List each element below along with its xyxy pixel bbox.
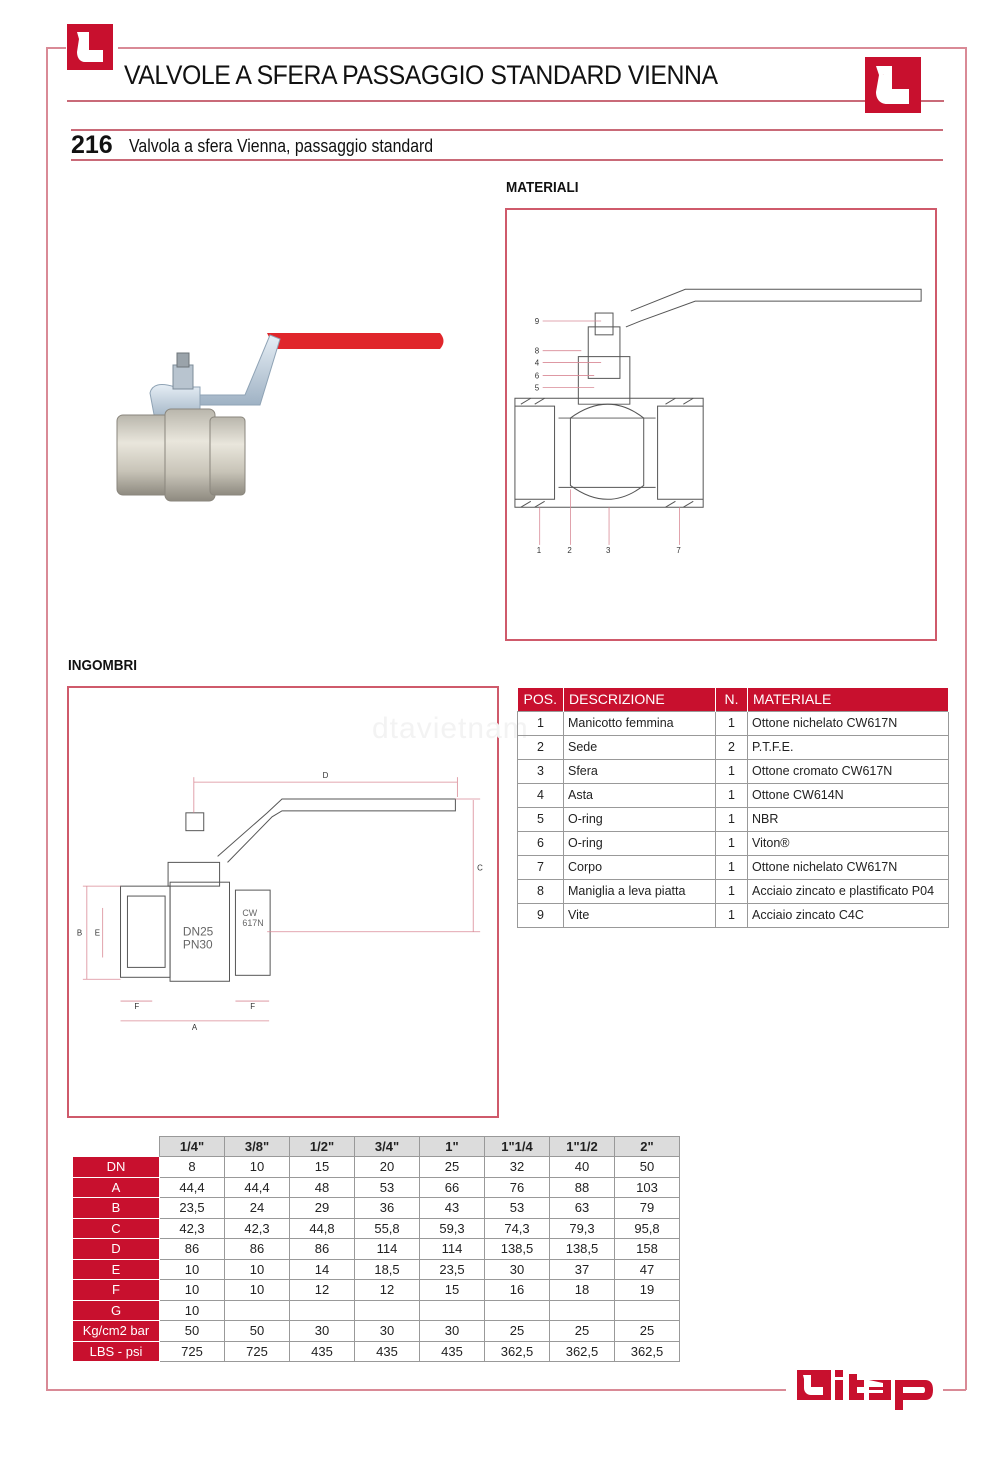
callout-2: 2 <box>567 545 572 555</box>
dimension-value: 86 <box>290 1239 355 1260</box>
row-label: D <box>73 1239 160 1260</box>
cell-materiale: Ottone CW614N <box>748 783 949 807</box>
cell-materiale: Acciaio zincato e plastificato P04 <box>748 879 949 903</box>
dimension-value: 10 <box>160 1300 225 1321</box>
materials-row <box>518 855 949 879</box>
dimension-value: 362,5 <box>615 1341 680 1362</box>
cell-n: 1 <box>716 807 748 831</box>
dimension-value: 63 <box>550 1198 615 1219</box>
dimension-value: 23,5 <box>420 1259 485 1280</box>
dimension-value: 44,4 <box>225 1177 290 1198</box>
size-header: 1" <box>420 1137 485 1157</box>
cell-pos: 5 <box>518 807 564 831</box>
dimension-value: 30 <box>485 1259 550 1280</box>
dimension-value: 30 <box>420 1321 485 1342</box>
dimension-value <box>225 1300 290 1321</box>
dimension-value: 37 <box>550 1259 615 1280</box>
cell-n: 1 <box>716 831 748 855</box>
dimension-value: 76 <box>485 1177 550 1198</box>
dimension-drawing-box <box>67 686 499 1118</box>
cell-materiale: Ottone nichelato CW617N <box>748 855 949 879</box>
dimension-value: 30 <box>290 1321 355 1342</box>
dimension-value: 138,5 <box>485 1239 550 1260</box>
materials-row <box>518 783 949 807</box>
product-subtitle: Valvola a sfera Vienna, passaggio standard <box>129 136 434 156</box>
dimensions-row <box>73 1341 680 1362</box>
callout-3: 3 <box>606 545 611 555</box>
dimension-value: 48 <box>290 1177 355 1198</box>
row-label: LBS - psi <box>73 1341 160 1362</box>
row-label: C <box>73 1218 160 1239</box>
dimension-value: 79 <box>615 1198 680 1219</box>
dimension-value: 59,3 <box>420 1218 485 1239</box>
dimension-value: 362,5 <box>485 1341 550 1362</box>
brand-logo-icon <box>67 24 113 70</box>
dimension-value <box>615 1300 680 1321</box>
col-descrizione: DESCRIZIONE <box>564 688 716 711</box>
callout-1: 1 <box>536 545 542 555</box>
materials-header-row <box>518 688 949 711</box>
dimension-value: 47 <box>615 1259 680 1280</box>
materials-row <box>518 735 949 759</box>
dim-label-e: E <box>94 928 101 938</box>
cell-pos: 8 <box>518 879 564 903</box>
materials-row <box>518 903 949 927</box>
col-n: N. <box>716 688 748 711</box>
dimension-value: 74,3 <box>485 1218 550 1239</box>
dim-label-b: B <box>76 928 83 938</box>
dimension-value: 88 <box>550 1177 615 1198</box>
frame-top-line <box>118 47 966 49</box>
dimension-value <box>550 1300 615 1321</box>
dimension-value: 18,5 <box>355 1259 420 1280</box>
dimensions-row <box>73 1157 680 1178</box>
cell-n: 1 <box>716 711 748 735</box>
dimension-drawing <box>69 688 497 1116</box>
dimension-value: 42,3 <box>225 1218 290 1239</box>
size-header: 1"1/4 <box>485 1137 550 1157</box>
cell-n: 1 <box>716 759 748 783</box>
callout-8: 8 <box>534 346 540 356</box>
dimension-value: 25 <box>420 1157 485 1178</box>
cell-descrizione: Corpo <box>564 855 716 879</box>
dimension-value <box>420 1300 485 1321</box>
nut-marking-cw: CW <box>242 907 258 918</box>
cell-descrizione: Vite <box>564 903 716 927</box>
dimensions-row <box>73 1218 680 1239</box>
cell-n: 1 <box>716 903 748 927</box>
dimensions-row <box>73 1177 680 1198</box>
cell-materiale: Acciaio zincato C4C <box>748 903 949 927</box>
cell-pos: 4 <box>518 783 564 807</box>
dimensions-table <box>72 1136 680 1362</box>
dimension-value: 15 <box>290 1157 355 1178</box>
dimension-value: 20 <box>355 1157 420 1178</box>
cell-n: 1 <box>716 855 748 879</box>
dimension-value: 36 <box>355 1198 420 1219</box>
subtitle-top-line <box>71 129 943 131</box>
dimension-value: 23,5 <box>160 1198 225 1219</box>
callout-9: 9 <box>534 316 540 326</box>
dimensions-row <box>73 1280 680 1301</box>
size-header: 1/4" <box>160 1137 225 1157</box>
dimension-value: 10 <box>160 1280 225 1301</box>
dimension-value <box>290 1300 355 1321</box>
dimensions-row <box>73 1321 680 1342</box>
watermark: dtavietnam <box>372 712 529 745</box>
dimension-value: 25 <box>485 1321 550 1342</box>
dim-label-d: D <box>322 771 329 781</box>
materials-row <box>518 879 949 903</box>
frame-left-line <box>46 47 48 1390</box>
frame-bottom-line <box>46 1389 786 1391</box>
dimension-value: 32 <box>485 1157 550 1178</box>
dim-label-c: C <box>477 863 483 873</box>
col-materiale: MATERIALE <box>748 688 949 711</box>
dimension-value: 14 <box>290 1259 355 1280</box>
cell-pos: 7 <box>518 855 564 879</box>
dimension-value: 79,3 <box>550 1218 615 1239</box>
size-header: 1/2" <box>290 1137 355 1157</box>
materials-table <box>517 688 949 928</box>
dimension-value: 10 <box>225 1280 290 1301</box>
cell-descrizione: O-ring <box>564 831 716 855</box>
dimension-value: 44,4 <box>160 1177 225 1198</box>
materials-row <box>518 759 949 783</box>
dimension-value: 10 <box>160 1259 225 1280</box>
cell-descrizione: Sfera <box>564 759 716 783</box>
page-title: VALVOLE A SFERA PASSAGGIO STANDARD VIENNA <box>124 60 718 90</box>
body-marking-pn: PN30 <box>182 937 213 952</box>
cell-n: 2 <box>716 735 748 759</box>
cell-materiale: Ottone cromato CW617N <box>748 759 949 783</box>
dimension-value: 15 <box>420 1280 485 1301</box>
row-label: G <box>73 1300 160 1321</box>
materiali-heading: MATERIALI <box>506 179 579 196</box>
cell-descrizione: Maniglia a leva piatta <box>564 879 716 903</box>
dimension-value: 25 <box>550 1321 615 1342</box>
materials-row <box>518 807 949 831</box>
cell-descrizione: O-ring <box>564 807 716 831</box>
dimension-value: 42,3 <box>160 1218 225 1239</box>
dimension-value: 24 <box>225 1198 290 1219</box>
callout-4: 4 <box>534 358 540 368</box>
cell-pos: 6 <box>518 831 564 855</box>
brand-logo-icon-right <box>865 57 921 113</box>
row-label: B <box>73 1198 160 1219</box>
footer-brand-logo <box>797 1366 937 1412</box>
ingombri-heading: INGOMBRI <box>68 657 138 674</box>
dimension-value <box>485 1300 550 1321</box>
dimensions-row <box>73 1259 680 1280</box>
dimension-value: 18 <box>550 1280 615 1301</box>
dimensions-row <box>73 1239 680 1260</box>
cell-materiale: Ottone nichelato CW617N <box>748 711 949 735</box>
dimension-value: 12 <box>355 1280 420 1301</box>
size-header: 1"1/2 <box>550 1137 615 1157</box>
dimension-value: 114 <box>355 1239 420 1260</box>
dimension-value: 114 <box>420 1239 485 1260</box>
dimension-value: 725 <box>160 1341 225 1362</box>
dimension-value: 44,8 <box>290 1218 355 1239</box>
dimension-value: 12 <box>290 1280 355 1301</box>
product-photo <box>105 325 455 505</box>
dimension-value: 435 <box>420 1341 485 1362</box>
frame-bottom-right-stub <box>943 1389 966 1391</box>
dimension-value: 55,8 <box>355 1218 420 1239</box>
cell-pos: 3 <box>518 759 564 783</box>
body-marking-dn: DN25 <box>182 924 214 939</box>
product-code: 216 <box>71 131 113 159</box>
dimension-value: 725 <box>225 1341 290 1362</box>
cell-materiale: P.T.F.E. <box>748 735 949 759</box>
dimension-value: 53 <box>355 1177 420 1198</box>
dimensions-header-row <box>73 1137 680 1157</box>
title-underline <box>67 100 944 102</box>
dimension-value <box>355 1300 420 1321</box>
row-label: E <box>73 1259 160 1280</box>
dim-label-f-left: F <box>134 1002 140 1011</box>
cell-materiale: NBR <box>748 807 949 831</box>
dimension-value: 30 <box>355 1321 420 1342</box>
dimension-value: 66 <box>420 1177 485 1198</box>
cell-n: 1 <box>716 783 748 807</box>
dimension-value: 435 <box>290 1341 355 1362</box>
dimensions-row <box>73 1300 680 1321</box>
dimension-value: 50 <box>615 1157 680 1178</box>
dimension-value: 53 <box>485 1198 550 1219</box>
cell-n: 1 <box>716 879 748 903</box>
dimension-value: 95,8 <box>615 1218 680 1239</box>
dimension-value: 138,5 <box>550 1239 615 1260</box>
materials-row <box>518 711 949 735</box>
frame-top-left-stub <box>46 47 66 49</box>
callout-7: 7 <box>676 545 681 555</box>
callout-5: 5 <box>534 383 540 393</box>
size-header: 3/8" <box>225 1137 290 1157</box>
nut-marking-617n: 617N <box>242 917 264 928</box>
cell-descrizione: Asta <box>564 783 716 807</box>
dimension-value: 86 <box>160 1239 225 1260</box>
dimension-value: 29 <box>290 1198 355 1219</box>
row-label: DN <box>73 1157 160 1178</box>
cell-descrizione: Sede <box>564 735 716 759</box>
cell-pos: 2 <box>518 735 564 759</box>
dimension-value: 50 <box>225 1321 290 1342</box>
dimension-value: 8 <box>160 1157 225 1178</box>
subtitle-bottom-line <box>71 159 943 161</box>
dimensions-row <box>73 1198 680 1219</box>
cell-descrizione: Manicotto femmina <box>564 711 716 735</box>
materials-row <box>518 831 949 855</box>
dimension-value: 10 <box>225 1259 290 1280</box>
dimension-value: 103 <box>615 1177 680 1198</box>
dimension-value: 19 <box>615 1280 680 1301</box>
dimension-value: 25 <box>615 1321 680 1342</box>
callout-6: 6 <box>534 371 540 381</box>
row-label: A <box>73 1177 160 1198</box>
dimension-value: 86 <box>225 1239 290 1260</box>
dim-label-a: A <box>191 1022 198 1032</box>
col-pos: POS. <box>518 688 564 711</box>
cell-pos: 9 <box>518 903 564 927</box>
dimension-value: 50 <box>160 1321 225 1342</box>
row-label: Kg/cm2 bar <box>73 1321 160 1342</box>
size-header: 3/4" <box>355 1137 420 1157</box>
dimension-value: 435 <box>355 1341 420 1362</box>
dimension-value: 158 <box>615 1239 680 1260</box>
dimension-value: 16 <box>485 1280 550 1301</box>
corner-cell <box>73 1137 160 1157</box>
dimension-value: 10 <box>225 1157 290 1178</box>
section-drawing <box>507 210 935 639</box>
frame-right-line <box>965 47 967 1390</box>
cell-materiale: Viton® <box>748 831 949 855</box>
dimension-value: 362,5 <box>550 1341 615 1362</box>
section-drawing-box <box>505 208 937 641</box>
size-header: 2" <box>615 1137 680 1157</box>
dimension-value: 43 <box>420 1198 485 1219</box>
cell-pos: 1 <box>518 711 564 735</box>
dimension-value: 40 <box>550 1157 615 1178</box>
dim-label-f-right: F <box>250 1002 256 1011</box>
row-label: F <box>73 1280 160 1301</box>
